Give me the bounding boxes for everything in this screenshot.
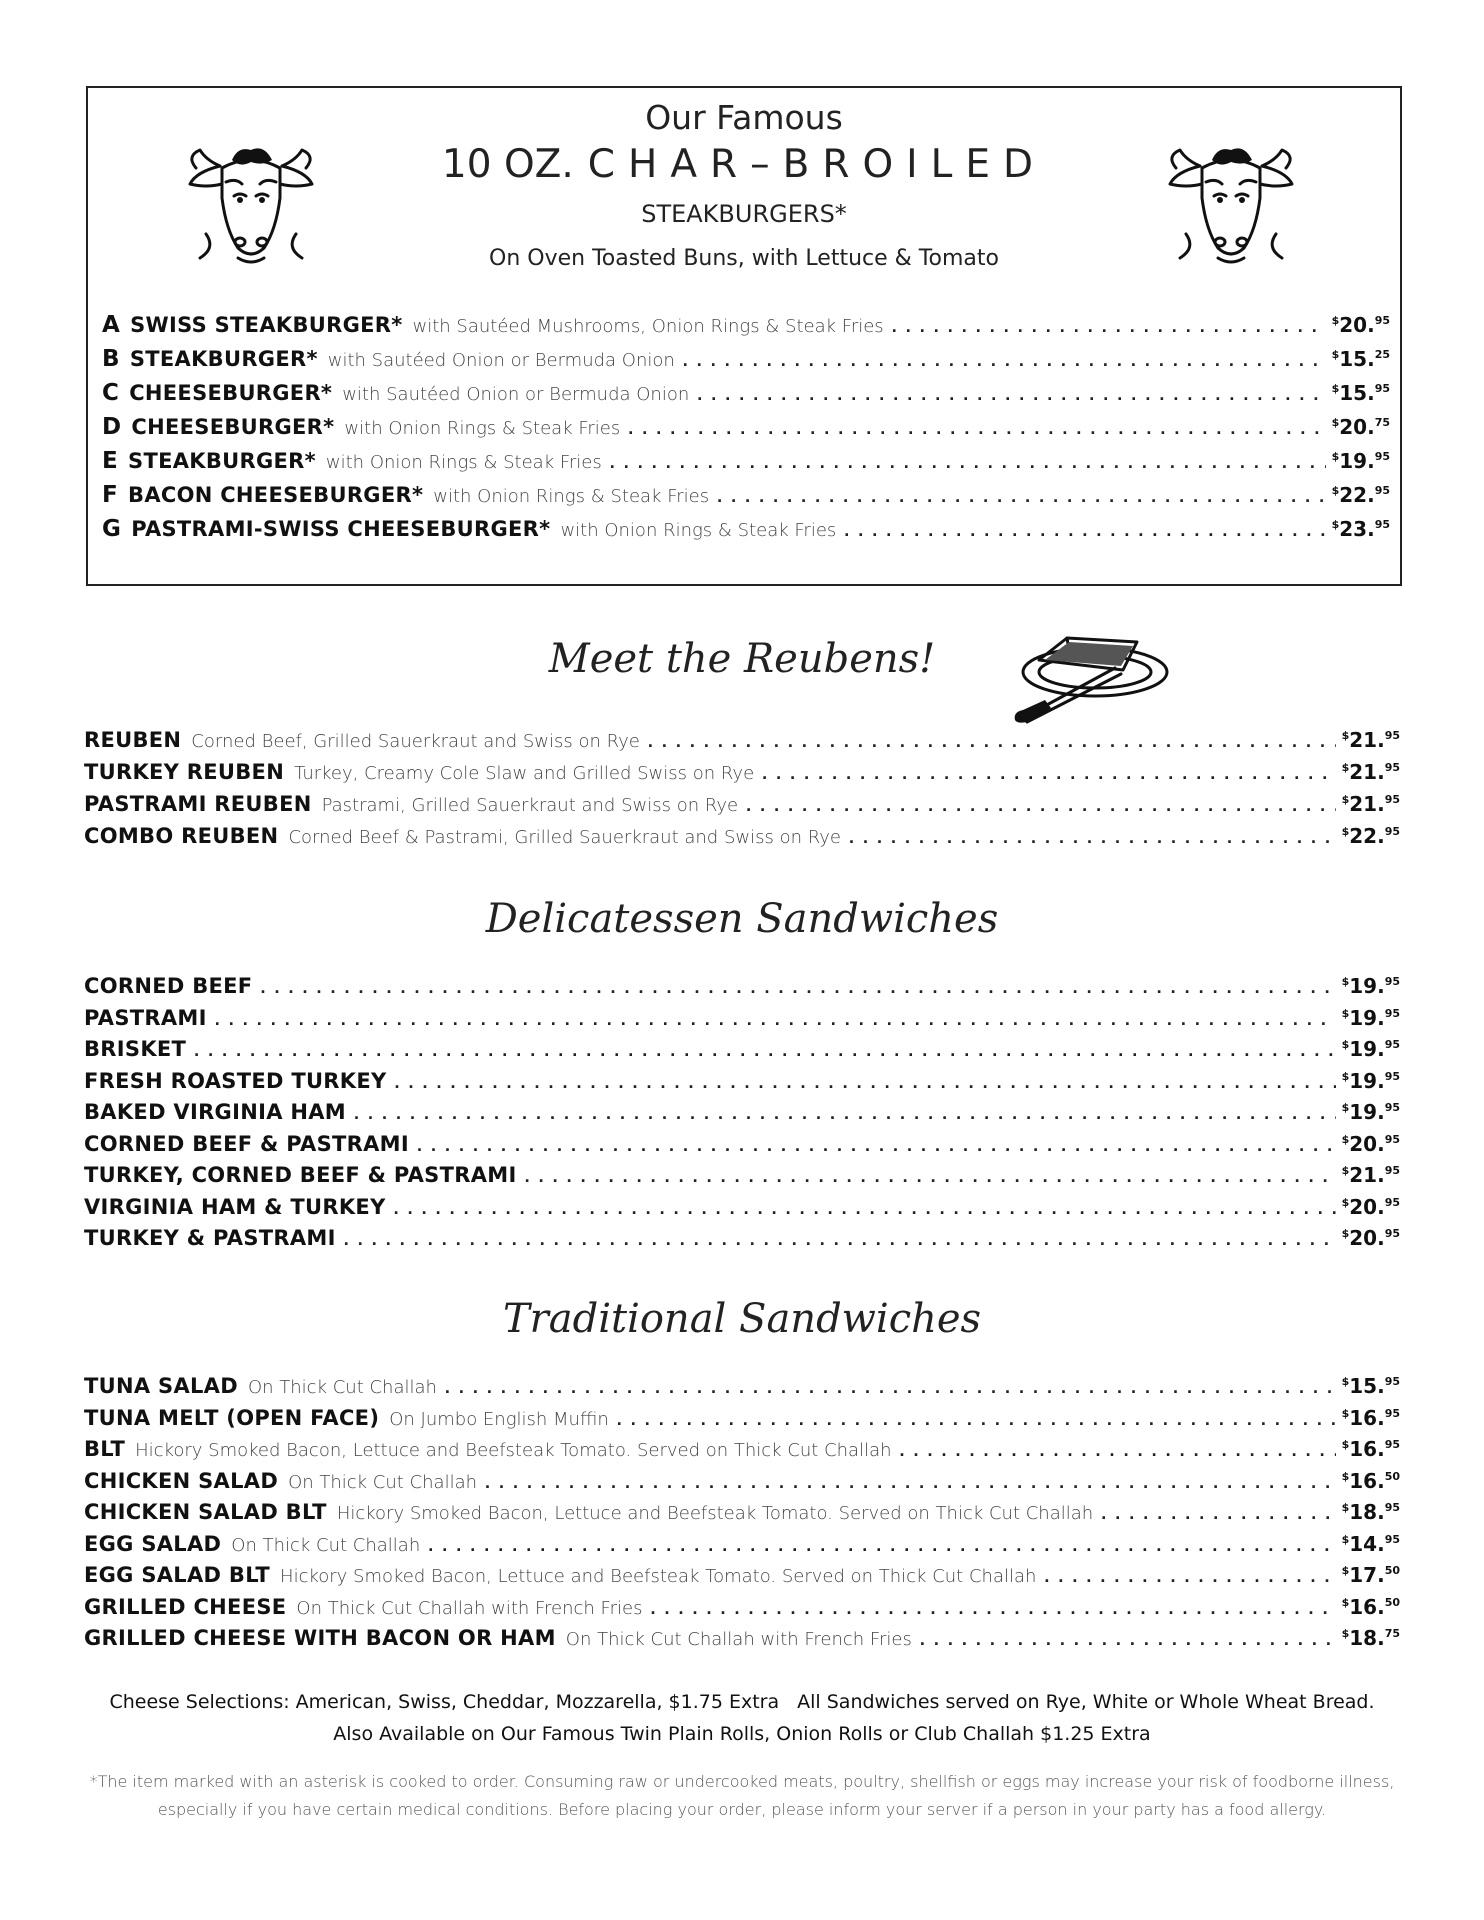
currency-symbol: $ <box>1341 1501 1350 1514</box>
price-dollars: 15. <box>1339 381 1375 405</box>
item-code: F <box>102 482 119 508</box>
menu-item <box>102 440 1390 474</box>
item-name: EGG SALAD <box>84 1531 222 1555</box>
price-dollars: 19. <box>1349 974 1385 998</box>
bread-note: All Sandwiches served on Rye, White or Whole Wheat Bread. <box>797 1691 1375 1713</box>
dot-leader <box>1101 1498 1335 1524</box>
currency-symbol: $ <box>1331 416 1340 429</box>
reuben-list <box>84 720 1400 848</box>
item-description: On Thick Cut Challah <box>231 1534 421 1555</box>
item-description: On Thick Cut Challah with French Fries <box>296 1597 643 1618</box>
price-dollars: 20. <box>1349 1226 1385 1250</box>
item-name: VIRGINIA HAM & TURKEY <box>84 1194 386 1218</box>
price-dollars: 19. <box>1349 1068 1385 1092</box>
item-description: On Thick Cut Challah <box>247 1377 437 1398</box>
item-price <box>1342 1618 1400 1650</box>
bread-cheese-notes <box>60 1686 1424 1750</box>
item-code: C <box>102 380 120 406</box>
currency-symbol: $ <box>1341 1627 1350 1640</box>
cow-head-icon <box>1156 138 1306 268</box>
reubens-heading: Meet the Reubens! <box>548 636 936 682</box>
menu-item <box>102 372 1390 406</box>
cow-head-icon <box>176 138 326 268</box>
item-name: PASTRAMI-SWISS CHEESEBURGER* <box>131 517 551 541</box>
menu-item <box>84 1524 1400 1556</box>
item-name: PASTRAMI REUBEN <box>84 792 312 816</box>
price-cents: 95 <box>1384 1038 1400 1051</box>
price-dollars: 16. <box>1349 1437 1385 1461</box>
item-price <box>1342 1061 1400 1093</box>
price-cents: 95 <box>1374 484 1390 497</box>
currency-symbol: $ <box>1341 1132 1350 1146</box>
price-dollars: 18. <box>1349 1626 1385 1650</box>
currency-symbol: $ <box>1341 1164 1350 1177</box>
item-price <box>1342 784 1400 816</box>
item-description: Pastrami, Grilled Sauerkraut and Swiss on Rye <box>321 795 739 816</box>
price-dollars: 20. <box>1349 1194 1385 1218</box>
item-price <box>1342 816 1400 848</box>
item-name: CHICKEN SALAD BLT <box>84 1500 327 1524</box>
price-dollars: 23. <box>1339 517 1375 541</box>
dot-leader <box>1044 1561 1335 1587</box>
item-description: with Onion Rings & Steak Fries <box>344 418 621 439</box>
currency-symbol: $ <box>1341 1195 1350 1209</box>
item-name: REUBEN <box>84 728 182 752</box>
currency-symbol: $ <box>1331 484 1340 497</box>
price-dollars: 18. <box>1349 1500 1385 1524</box>
menu-item <box>84 1618 1400 1650</box>
dot-leader <box>717 479 1326 508</box>
item-name: EGG SALAD BLT <box>84 1563 271 1587</box>
price-cents: 95 <box>1384 761 1400 774</box>
currency-symbol: $ <box>1341 1564 1350 1577</box>
item-description: Hickory Smoked Bacon, Lettuce and Beefsteak Tomato. Served on Thick Cut Challah <box>135 1440 892 1461</box>
steakburger-intro: Our Famous <box>645 98 843 137</box>
item-description: with Sautéed Mushrooms, Onion Rings & Steak Fries <box>412 316 884 337</box>
dot-leader <box>485 1467 1336 1493</box>
dot-leader <box>428 1530 1335 1556</box>
item-description: On Jumbo English Muffin <box>389 1408 609 1429</box>
dot-leader <box>746 789 1336 816</box>
item-name: BACON CHEESEBURGER* <box>128 483 424 507</box>
item-price <box>1332 406 1390 440</box>
item-price <box>1342 966 1400 998</box>
price-cents: 75 <box>1384 1627 1400 1640</box>
price-dollars: 21. <box>1349 1163 1385 1187</box>
item-name: GRILLED CHEESE <box>84 1594 287 1618</box>
item-name: CHEESEBURGER* <box>131 415 335 439</box>
item-name: FRESH ROASTED TURKEY <box>84 1068 387 1092</box>
menu-item <box>102 406 1390 440</box>
price-dollars: 22. <box>1339 483 1375 507</box>
item-price <box>1332 440 1390 474</box>
item-description: with Onion Rings & Steak Fries <box>433 486 710 507</box>
currency-symbol: $ <box>1341 1006 1350 1020</box>
cheese-selection-note: Cheese Selections: American, Swiss, Cheddar, Mozzarella, $1.75 Extra <box>109 1691 780 1713</box>
item-code: G <box>102 516 122 542</box>
item-price <box>1342 1092 1400 1124</box>
currency-symbol: $ <box>1341 1069 1350 1083</box>
price-dollars: 15. <box>1339 347 1375 371</box>
price-cents: 95 <box>1384 1501 1400 1514</box>
currency-symbol: $ <box>1341 1375 1350 1388</box>
price-dollars: 17. <box>1349 1563 1385 1587</box>
item-name: PASTRAMI <box>84 1005 207 1029</box>
item-price <box>1332 372 1390 406</box>
dot-leader <box>445 1372 1336 1398</box>
menu-item <box>84 1218 1400 1250</box>
item-price <box>1342 1492 1400 1524</box>
item-price <box>1342 1555 1400 1587</box>
item-name: STEAKBURGER* <box>128 449 316 473</box>
menu-item <box>84 1587 1400 1619</box>
menu-item <box>84 1398 1400 1430</box>
dot-leader <box>215 1004 1336 1030</box>
currency-symbol: $ <box>1341 1438 1350 1451</box>
item-price <box>1342 1587 1400 1619</box>
item-price <box>1332 508 1390 542</box>
menu-item <box>84 720 1400 752</box>
item-description: Turkey, Creamy Cole Slaw and Grilled Swiss on Rye <box>294 763 755 784</box>
traditional-heading: Traditional Sandwiches <box>502 1296 982 1342</box>
menu-item <box>84 816 1400 848</box>
currency-symbol: $ <box>1341 975 1350 988</box>
menu-item <box>84 1461 1400 1493</box>
sandwich-plate-icon <box>1005 624 1175 724</box>
menu-item <box>84 1061 1400 1093</box>
price-cents: 95 <box>1384 1532 1400 1546</box>
dot-leader <box>628 411 1325 440</box>
price-cents: 95 <box>1374 518 1390 531</box>
currency-symbol: $ <box>1341 1595 1350 1609</box>
price-cents: 95 <box>1384 975 1400 988</box>
dot-leader <box>344 1224 1336 1250</box>
price-dollars: 15. <box>1349 1374 1385 1398</box>
dot-leader <box>394 1193 1336 1219</box>
dot-leader <box>260 972 1335 998</box>
item-price <box>1342 1124 1400 1156</box>
currency-symbol: $ <box>1341 1406 1350 1420</box>
dot-leader <box>525 1161 1336 1187</box>
price-cents: 95 <box>1384 793 1400 806</box>
menu-item <box>84 1187 1400 1219</box>
dot-leader <box>354 1098 1336 1124</box>
dot-leader <box>648 725 1336 752</box>
currency-symbol: $ <box>1331 314 1340 327</box>
price-dollars: 16. <box>1349 1468 1385 1492</box>
item-name: STEAKBURGER* <box>129 347 318 371</box>
traditional-list <box>84 1366 1400 1650</box>
item-price <box>1342 1429 1400 1461</box>
item-name: TURKEY & PASTRAMI <box>84 1226 336 1250</box>
steakburger-buns-note: On Oven Toasted Buns, with Lettuce & Tomato <box>489 246 999 271</box>
currency-symbol: $ <box>1341 761 1350 774</box>
menu-item <box>102 474 1390 508</box>
price-cents: 25 <box>1374 348 1390 361</box>
currency-symbol: $ <box>1331 450 1340 463</box>
currency-symbol: $ <box>1331 382 1340 395</box>
allergy-disclaimer: *The item marked with an asterisk is cooked to order. Consuming raw or undercooked meats, poultry, shellfish or eggs may increase your risk of foodborne illness, especially if you have certain medical conditions. Before placing your order, please inform your server if a person in your party has a food allergy. <box>89 1772 1395 1819</box>
dot-leader <box>194 1035 1335 1061</box>
item-price <box>1342 1366 1400 1398</box>
dot-leader <box>849 821 1336 848</box>
price-cents: 95 <box>1384 1227 1400 1240</box>
menu-item <box>102 338 1390 372</box>
item-description: Corned Beef & Pastrami, Grilled Sauerkraut and Swiss on Rye <box>288 827 841 848</box>
item-price <box>1342 1461 1400 1493</box>
item-price <box>1342 1187 1400 1219</box>
price-cents: 95 <box>1384 1132 1400 1146</box>
price-dollars: 14. <box>1349 1531 1385 1555</box>
currency-symbol: $ <box>1341 1038 1350 1051</box>
item-description: with Onion Rings & Steak Fries <box>560 520 837 541</box>
menu-item <box>84 1155 1400 1187</box>
price-cents: 95 <box>1374 450 1390 463</box>
item-code: D <box>102 414 122 440</box>
steakburger-title-oz: 10 OZ. <box>441 142 574 187</box>
price-cents: 75 <box>1374 416 1390 429</box>
price-dollars: 16. <box>1349 1405 1385 1429</box>
dot-leader <box>683 343 1326 372</box>
rolls-note: Also Available on Our Famous Twin Plain Rolls, Onion Rolls or Club Challah $1.25 Extra <box>333 1723 1151 1745</box>
menu-item <box>84 1092 1400 1124</box>
item-price <box>1342 1398 1400 1430</box>
menu-item <box>102 508 1390 542</box>
item-name: TURKEY, CORNED BEEF & PASTRAMI <box>84 1163 517 1187</box>
item-price <box>1342 720 1400 752</box>
item-price <box>1342 998 1400 1030</box>
dot-leader <box>617 1404 1336 1430</box>
dot-leader <box>697 377 1325 406</box>
price-cents: 95 <box>1384 1438 1400 1451</box>
dot-leader <box>920 1624 1336 1650</box>
dot-leader <box>610 445 1326 474</box>
price-cents: 95 <box>1384 825 1400 838</box>
price-dollars: 21. <box>1349 728 1385 752</box>
item-code: E <box>102 448 119 474</box>
item-description: On Thick Cut Challah <box>288 1471 478 1492</box>
item-code: B <box>102 346 120 372</box>
currency-symbol: $ <box>1341 1101 1350 1114</box>
dot-leader <box>417 1130 1336 1156</box>
price-cents: 95 <box>1384 1101 1400 1114</box>
price-cents: 95 <box>1374 382 1390 395</box>
item-name: GRILLED CHEESE WITH BACON OR HAM <box>84 1626 556 1650</box>
item-description: with Onion Rings & Steak Fries <box>325 452 602 473</box>
item-price <box>1342 1218 1400 1250</box>
price-cents: 50 <box>1384 1595 1400 1609</box>
dot-leader <box>650 1593 1335 1619</box>
currency-symbol: $ <box>1341 1532 1350 1546</box>
price-dollars: 19. <box>1339 449 1375 473</box>
price-dollars: 20. <box>1349 1131 1385 1155</box>
item-description: Hickory Smoked Bacon, Lettuce and Beefsteak Tomato. Served on Thick Cut Challah <box>336 1503 1094 1524</box>
item-price <box>1332 304 1390 338</box>
item-name: CORNED BEEF & PASTRAMI <box>84 1131 409 1155</box>
price-dollars: 19. <box>1349 1005 1385 1029</box>
item-price <box>1332 338 1390 372</box>
menu-item <box>102 304 1390 338</box>
currency-symbol: $ <box>1341 825 1350 838</box>
dot-leader <box>892 309 1326 338</box>
price-cents: 50 <box>1384 1564 1400 1577</box>
price-dollars: 21. <box>1349 760 1385 784</box>
item-price <box>1342 1029 1400 1061</box>
menu-item <box>84 1029 1400 1061</box>
dot-leader <box>844 513 1325 542</box>
menu-item <box>84 784 1400 816</box>
price-dollars: 20. <box>1339 415 1375 439</box>
currency-symbol: $ <box>1341 1227 1350 1240</box>
menu-item <box>84 1124 1400 1156</box>
price-cents: 95 <box>1384 1164 1400 1177</box>
currency-symbol: $ <box>1331 518 1340 531</box>
item-name: CHEESEBURGER* <box>129 381 333 405</box>
menu-item <box>84 1366 1400 1398</box>
item-name: BLT <box>84 1437 126 1461</box>
item-description: On Thick Cut Challah with French Fries <box>565 1629 912 1650</box>
price-dollars: 16. <box>1349 1594 1385 1618</box>
dot-leader <box>762 757 1335 784</box>
item-name: CORNED BEEF <box>84 974 253 998</box>
price-dollars: 19. <box>1349 1037 1385 1061</box>
price-dollars: 22. <box>1349 824 1385 848</box>
item-name: CHICKEN SALAD <box>84 1468 279 1492</box>
deli-list <box>84 966 1400 1250</box>
price-cents: 95 <box>1384 1406 1400 1420</box>
menu-item <box>84 998 1400 1030</box>
currency-symbol: $ <box>1331 348 1340 361</box>
steakburger-list <box>102 304 1390 542</box>
item-name: BAKED VIRGINIA HAM <box>84 1100 346 1124</box>
item-price <box>1342 1155 1400 1187</box>
item-description: with Sautéed Onion or Bermuda Onion <box>342 384 690 405</box>
deli-heading: Delicatessen Sandwiches <box>485 896 999 942</box>
price-dollars: 19. <box>1349 1100 1385 1124</box>
price-dollars: 21. <box>1349 792 1385 816</box>
price-cents: 50 <box>1384 1469 1400 1483</box>
item-price <box>1342 1524 1400 1556</box>
price-cents: 95 <box>1384 1069 1400 1083</box>
item-name: COMBO REUBEN <box>84 824 279 848</box>
item-price <box>1332 474 1390 508</box>
item-name: BRISKET <box>84 1037 187 1061</box>
menu-item <box>84 1429 1400 1461</box>
item-name: SWISS STEAKBURGER* <box>130 313 403 337</box>
item-description: with Sautéed Onion or Bermuda Onion <box>327 350 675 371</box>
notes-line-1 <box>60 1686 1424 1718</box>
price-cents: 95 <box>1384 1375 1400 1388</box>
menu-item <box>84 1555 1400 1587</box>
menu-item <box>84 1492 1400 1524</box>
menu-item <box>84 966 1400 998</box>
item-price <box>1342 752 1400 784</box>
currency-symbol: $ <box>1341 1469 1350 1483</box>
steakburger-subtitle: STEAKBURGERS* <box>641 200 847 228</box>
price-cents: 95 <box>1374 314 1390 327</box>
item-code: A <box>102 312 121 338</box>
menu-item <box>84 752 1400 784</box>
price-dollars: 20. <box>1339 313 1375 337</box>
price-cents: 95 <box>1384 1006 1400 1020</box>
currency-symbol: $ <box>1341 729 1350 742</box>
price-cents: 95 <box>1384 729 1400 742</box>
item-name: TURKEY REUBEN <box>84 760 285 784</box>
item-name: TUNA MELT (OPEN FACE) <box>84 1405 380 1429</box>
item-name: TUNA SALAD <box>84 1374 238 1398</box>
dot-leader <box>900 1435 1336 1461</box>
dot-leader <box>395 1067 1336 1093</box>
steakburger-box <box>86 86 1402 586</box>
item-description: Corned Beef, Grilled Sauerkraut and Swiss on Rye <box>191 731 640 752</box>
currency-symbol: $ <box>1341 793 1350 806</box>
price-cents: 95 <box>1384 1195 1400 1209</box>
item-description: Hickory Smoked Bacon, Lettuce and Beefsteak Tomato. Served on Thick Cut Challah <box>280 1566 1037 1587</box>
steakburger-title-main: CHAR–BROILED <box>587 142 1047 187</box>
